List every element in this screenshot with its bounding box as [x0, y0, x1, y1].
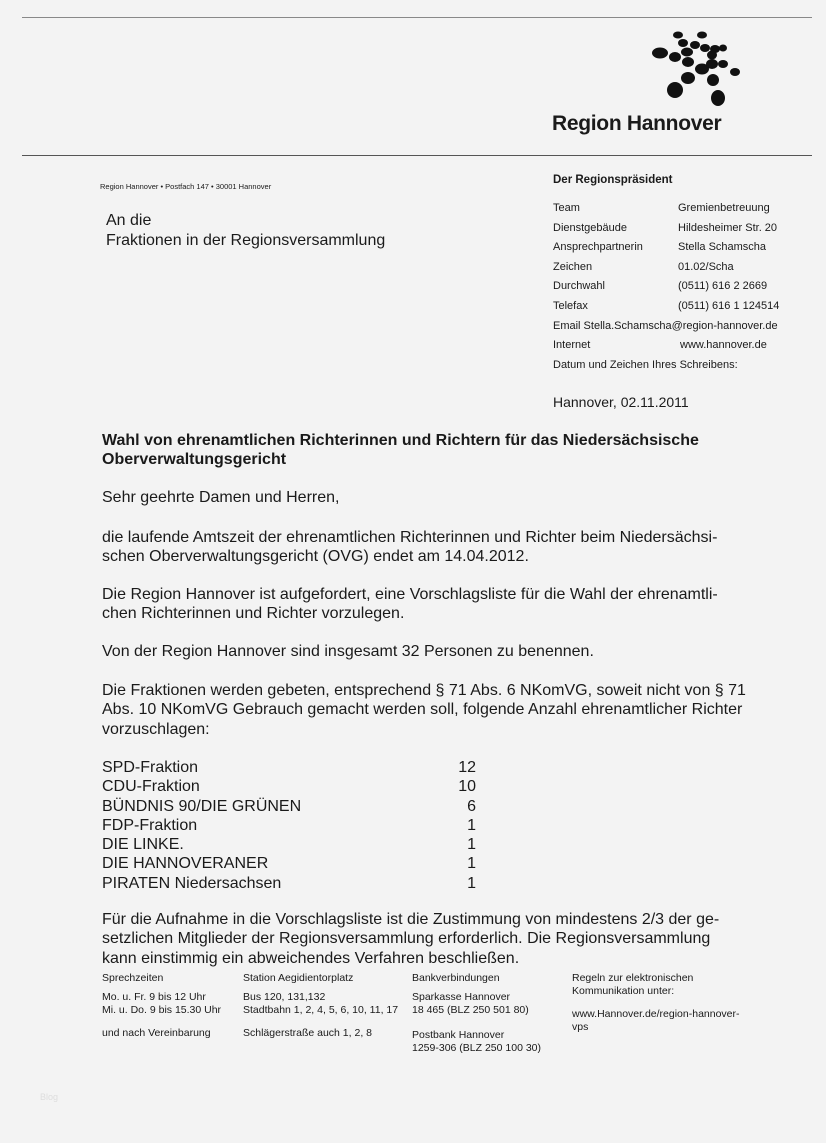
header-rule — [22, 155, 812, 156]
faction-count: 12 — [458, 759, 476, 776]
faction-count: 10 — [458, 778, 476, 796]
logo-dot — [682, 57, 694, 67]
info-block — [553, 174, 813, 410]
info-email: Email Stella.Schamscha@region-hannover.de — [553, 319, 778, 332]
info-internet — [553, 339, 813, 359]
info-label: Telefax — [553, 299, 588, 312]
sender-line: Region Hannover • Postfach 147 • 30001 Hannover — [100, 182, 272, 191]
footer-office-hours — [102, 972, 237, 1040]
recipient-address — [106, 211, 385, 251]
subject — [102, 431, 699, 470]
faction-row — [102, 835, 476, 854]
logo-dot — [706, 59, 718, 69]
watermark: Blog — [40, 1092, 59, 1102]
paragraph-line: schen Oberverwaltungsgericht (OVG) endet am 14.04.2012. — [102, 548, 529, 566]
info-label: Internet — [553, 339, 591, 352]
subject-line: Oberverwaltungsgericht — [102, 451, 287, 469]
footer-text: Postbank Hannover — [412, 1029, 505, 1041]
paragraph-line: Die Fraktionen werden gebeten, entsprechend § 71 Abs. 6 NKomVG, soweit nicht von § 71 — [102, 682, 746, 699]
info-value: www.hannover.de — [680, 339, 767, 352]
faction-name: SPD-Fraktion — [102, 759, 199, 776]
info-row — [553, 222, 813, 242]
footer-text: 18 465 (BLZ 250 501 80) — [412, 1004, 529, 1016]
footer-text: Mi. u. Do. 9 bis 15.30 Uhr — [102, 1004, 222, 1016]
logo-dot — [673, 32, 683, 39]
paragraph — [102, 642, 594, 661]
recipient-line: An die — [106, 212, 152, 229]
logo-dot — [681, 72, 695, 84]
info-value: Hildesheimer Str. 20 — [678, 221, 778, 234]
logo-dot — [707, 51, 717, 60]
info-row — [553, 241, 813, 261]
footer-text: Stadtbahn 1, 2, 4, 5, 6, 10, 11, 17 — [243, 1004, 399, 1016]
paragraph — [102, 528, 717, 567]
logo-dot — [730, 68, 740, 76]
faction-name: BÜNDNIS 90/DIE GRÜNEN — [102, 797, 302, 815]
paragraph-line: setzlichen Mitglieder der Regionsversammlung erforderlich. Die Regionsversammlung — [102, 930, 711, 948]
info-label: Zeichen — [553, 260, 593, 273]
info-label: Durchwahl — [553, 280, 605, 293]
info-row — [553, 202, 813, 222]
info-value: Stella Schamscha — [678, 241, 767, 254]
faction-name: DIE LINKE. — [102, 836, 184, 854]
faction-row — [102, 777, 476, 796]
faction-row — [102, 758, 476, 777]
paragraph-line: Abs. 10 NKomVG Gebrauch gemacht werden soll, folgende Anzahl ehrenamtlicher Richter — [102, 701, 743, 719]
info-row — [553, 300, 813, 320]
info-value: 01.02/Scha — [678, 260, 734, 273]
footer-text: Bus 120, 131,132 — [243, 991, 326, 1003]
footer-electronic — [572, 972, 757, 1034]
top-rule — [22, 17, 812, 18]
paragraph-line: Für die Aufnahme in die Vorschlagsliste ist die Zustimmung von mindestens 2/3 der ge- — [102, 911, 720, 928]
info-label: Ansprechpartnerin — [553, 241, 643, 254]
paragraph-line: chen Richterinnen und Richter vorzulegen. — [102, 605, 405, 623]
info-value: Gremienbetreuung — [678, 202, 770, 214]
faction-row — [102, 874, 476, 893]
info-label: Dienstgebäude — [553, 221, 628, 234]
footer-text: und nach Vereinbarung — [102, 1027, 211, 1039]
paragraph-line: Von der Region Hannover sind insgesamt 32 Personen zu benennen. — [102, 643, 594, 660]
faction-count: 1 — [467, 816, 476, 834]
footer-title: Station Aegidientorplatz — [243, 972, 354, 984]
footer-link[interactable]: www.Hannover.de/region-hannover-vps — [572, 1008, 740, 1033]
footer-title: Regeln zur elektronischen Kommunikation unter: — [572, 972, 694, 997]
paragraph — [102, 681, 746, 739]
faction-count: 1 — [467, 836, 476, 854]
logo-dot — [697, 32, 707, 39]
footer-transport — [243, 972, 403, 1040]
region-hannover-logo-icon — [640, 28, 750, 113]
info-datum: Datum und Zeichen Ihres Schreibens: — [553, 358, 738, 371]
faction-name: DIE HANNOVERANER — [102, 855, 269, 873]
logo-dot — [669, 52, 681, 62]
info-heading: Der Regionspräsident — [553, 174, 673, 186]
faction-name: FDP-Fraktion — [102, 816, 198, 834]
info-row — [553, 280, 813, 300]
logo-dot — [707, 74, 719, 86]
logo-text: Region Hannover — [552, 112, 722, 135]
footer-text: Mo. u. Fr. 9 bis 12 Uhr — [102, 991, 206, 1003]
logo-dot — [652, 48, 668, 59]
logo-dot — [700, 44, 710, 52]
footer-text: Schlägerstraße auch 1, 2, 8 — [243, 1027, 372, 1039]
logo-dot — [667, 82, 683, 98]
logo-dot — [678, 39, 688, 47]
logo-dot — [690, 41, 700, 49]
footer-bank — [412, 972, 562, 1055]
faction-row — [102, 854, 476, 873]
footer-title: Sprechzeiten — [102, 972, 164, 984]
faction-list — [102, 758, 476, 893]
faction-row — [102, 797, 476, 816]
logo-dot — [711, 90, 725, 106]
paragraph — [102, 585, 718, 624]
footer-title: Bankverbindungen — [412, 972, 500, 984]
logo-dot — [681, 48, 693, 57]
info-label: Team — [553, 202, 580, 214]
paragraph-line: die laufende Amtszeit der ehrenamtlichen Richterinnen und Richter beim Niedersächsi- — [102, 529, 718, 546]
paragraph-line: vorzuschlagen: — [102, 720, 210, 738]
greeting: Sehr geehrte Damen und Herren, — [102, 489, 340, 506]
footer-text: 1259-306 (BLZ 250 100 30) — [412, 1042, 542, 1054]
faction-count: 1 — [467, 874, 476, 892]
recipient-line: Fraktionen in der Regionsversammlung — [106, 232, 386, 249]
closing-paragraph — [102, 910, 719, 968]
faction-count: 1 — [467, 855, 476, 873]
date-line: Hannover, 02.11.2011 — [553, 394, 689, 411]
logo-dot — [718, 60, 728, 68]
info-row — [553, 261, 813, 281]
subject-line: Wahl von ehrenamtlichen Richterinnen und Richtern für das Niedersächsische — [102, 432, 699, 449]
info-value: (0511) 616 2 2669 — [678, 280, 768, 293]
faction-row — [102, 816, 476, 835]
info-value: (0511) 616 1 124514 — [678, 299, 780, 312]
paragraph-line: kann einstimmig ein abweichendes Verfahren beschließen. — [102, 949, 520, 967]
footer-text: Sparkasse Hannover — [412, 991, 511, 1003]
faction-count: 6 — [467, 797, 476, 815]
paragraph-line: Die Region Hannover ist aufgefordert, eine Vorschlagsliste für die Wahl der ehrenamtli- — [102, 586, 718, 603]
faction-name: PIRATEN Niedersachsen — [102, 874, 282, 892]
faction-name: CDU-Fraktion — [102, 778, 200, 796]
logo-dot — [719, 45, 727, 52]
